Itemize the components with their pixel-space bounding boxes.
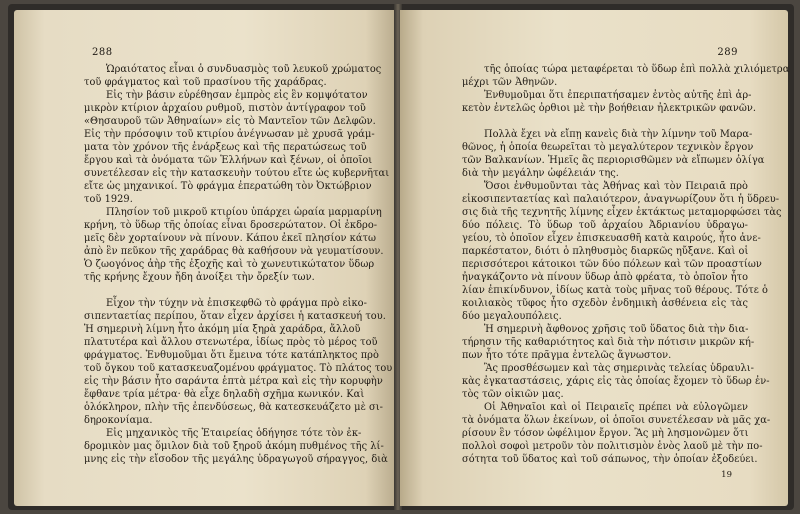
text-line: θῶνος, ἡ ὁποία θεωρεῖται τὸ μεγαλύτερον τεχνικὸν ἔργον [462, 142, 754, 153]
text-line: κοιλιακὸς τῦφος ἦτο σχεδὸν ἐνδημικὴ ἀσθένεια εἰς τὰς [462, 298, 748, 309]
text-line: περισσότεροι κάτοικοι τῶν δύο πόλεων καὶ τῶν προαστίων [462, 259, 762, 270]
text-line: Εἶχον τὴν τύχην νὰ ἐπισκεφθῶ τὸ φράγμα πρὸ εἰκο- [106, 298, 367, 309]
text-line: κρήνη, τὸ ὕδωρ τῆς ὁποίας εἶναι δροσερώτατον. Οἱ ἐκδρο- [84, 220, 378, 231]
text-line: φράγματος. Ἐνθυμοῦμαι ὅτι ἔμεινα τότε κατάπληκτος πρὸ [84, 350, 379, 361]
text-line: μικρὸν κτίριον ἀρχαίου ρυθμοῦ, πιστὸν ἀντίγραφον τοῦ [84, 103, 366, 114]
text-line: Ἐνθυμοῦμαι ὅτι ἐπεριπατήσαμεν ἐντὸς αὐτῆς ἐπὶ ἀρ- [484, 90, 752, 101]
text-line: Ὁ ζωογόνος ἀὴρ τῆς ἐξοχῆς καὶ τὸ χωνευτικώτατον ὕδωρ [84, 259, 375, 270]
text-line: σότητα τοῦ ὕδατος καὶ τοῦ σάπωνος, τὴν ὁποίαν ἐξοδεύει. [462, 454, 758, 465]
page-text [462, 63, 790, 466]
text-line: πων ἦτο τότε πρᾶγμα ἐντελῶς ἄγνωστον. [462, 350, 672, 361]
text-line: δρομικὸν μας ὅμιλον διὰ τοῦ ξηροῦ ἀκόμη πυθμένος τῆς λί- [84, 441, 384, 452]
text-line: συνετέλεσαν εἰς τὴν κατασκευὴν τούτου εἴτε ὡς κυβερνῆται [84, 168, 390, 179]
text-line: Ἡ σημερινὴ λίμνη ἦτο ἀκόμη μία ξηρὰ χαράδρα, ἄλλοῦ [84, 324, 361, 335]
text-line: γείου, τὸ ὁποῖον εἶχεν ἐπισκευασθῆ κατὰ καιρούς, ἦτο ἀνε- [462, 233, 761, 244]
text-line: Εἰς τὴν πρόσοψιν τοῦ κτιρίου ἀνέγνωσαν μὲ χρυσᾶ γράμ- [84, 129, 375, 140]
text-line: ἀπὸ ἓν πεῦκον τῆς χαράδρας θὰ καθήσουν νὰ γευματίσουν. [84, 246, 384, 257]
text-line: πολλοὶ σοφοὶ μετροῦν τὸν πολιτισμὸν ἑνὸς λαοῦ μὲ τὴν πο- [462, 441, 763, 452]
text-line: ὁλόκληρον, πλὴν τῆς ἐπενδύσεως, θὰ κατεσκευάζετο μὲ σι- [84, 402, 384, 413]
text-line: δύο πόλεις. Τὸ ὕδωρ τοῦ ἀρχαίου Ἀδριανίου ὑδραγω- [462, 220, 748, 231]
text-line: ἔφθανε τρία μέτρα· θὰ εἶχε δηλαδὴ σχῆμα κωνικόν. Καὶ [84, 389, 365, 400]
text-line: τὸς τῶν οἰκιῶν μας. [462, 389, 564, 400]
text-line: Ὡραιότατος εἶναι ὁ συνδυασμὸς τοῦ λευκοῦ χρώματος [106, 64, 382, 75]
text-line: Πολλὰ ἔχει νὰ εἴπῃ κανεὶς διὰ τὴν λίμνην τοῦ Μαρα- [484, 129, 753, 140]
text-line: μέχρι τῶν Ἀθηνῶν. [462, 77, 558, 88]
text-line: Ὅσοι ἐνθυμοῦνται τὰς Ἀθήνας καὶ τὸν Πειραιᾶ πρὸ [484, 181, 748, 192]
text-line: πλατυτέρα καὶ ἄλλου στενωτέρα, ἰδίως πρὸς τὸ μέρος τοῦ [84, 337, 378, 348]
text-line: μεῖς δὲν χορταίνουν νὰ πίνουν. Κάπου ἐκεῖ πλησίον κάτω [84, 233, 377, 244]
text-line: Εἰς τὴν βάσιν εὑρέθησαν ἐμπρὸς εἰς ἓν κομψότατον [106, 90, 368, 101]
text-line: παρκέστατον, διότι ὁ πληθυσμὸς διαρκῶς ηὔξανε. Καὶ οἱ [462, 246, 749, 257]
left-page [14, 10, 396, 506]
text-line: μνης εἰς τὴν εἴσοδον τῆς μεγάλης ὑδραγωγοῦ σήραγγος, διὰ [84, 454, 388, 465]
text-line: εἰς τὴν βάσιν ἦτο σαράντα ἑπτὰ μέτρα καὶ εἰς τὴν κορυφὴν [84, 376, 383, 387]
text-line: σιπενταετίας περίπου, ὅταν εἶχεν ἀρχίσει ἡ κατασκευή του. [84, 311, 386, 322]
page-number: 288 [92, 47, 113, 58]
text-line: τοῦ ὄγκου τοῦ κατασκευαζομένου φράγματος. Τὸ πλάτος του [84, 363, 393, 374]
text-line: τῆς κρήνης ἔχουν ἤδη ἀνοίξει τὴν ὄρεξίν των. [84, 272, 315, 283]
page-number: 289 [717, 47, 738, 58]
paragraph-gap [84, 284, 358, 297]
right-page [400, 10, 788, 506]
paragraph-gap [462, 115, 748, 128]
text-line: τοῦ φράγματος καὶ τοῦ πρασίνου τῆς χαράδρας. [84, 77, 327, 88]
text-line: σις διὰ τῆς τεχνητῆς λίμνης εἶχεν ἐκτάκτως μεταμορφώσει τὰς [462, 207, 782, 218]
text-line: Ἡ σημερινὴ ἄφθονος χρῆσις τοῦ ὕδατος διὰ τὴν δια- [484, 324, 749, 335]
text-line: Εἰς μηχανικὸς τῆς Ἑταιρείας ὁδήγησε τότε τὸν ἐκ- [106, 428, 362, 439]
text-line: κετὸν ἐντελῶς ὀρθιοι μὲ τὴν βοήθειαν ἠλεκτρικῶν φανῶν. [462, 103, 757, 114]
open-book [8, 4, 794, 510]
signature-mark: 19 [721, 470, 732, 480]
text-line: εἰκοσιπενταετίας καὶ παλαιότερον, ἀναγνωρίζουν ὅτι ἡ ὕδρευ- [462, 194, 780, 205]
text-line: δηροκονίαμα. [84, 415, 153, 426]
text-line: Ἂς προσθέσωμεν καὶ τὰς σημερινὰς τελείας ὑδραυλι- [484, 363, 754, 374]
text-line: τοῦ 1929. [84, 194, 133, 205]
page-text [84, 63, 393, 466]
text-line: Οἱ Ἀθηναῖοι καὶ οἱ Πειραιεῖς πρέπει νὰ εὐλογῶμεν [484, 402, 748, 413]
text-line: δύο μεγαλουπόλεις. [462, 311, 562, 322]
text-line: ματα τὸν χρόνον τῆς ἐνάρξεως καὶ τῆς περατώσεως τοῦ [84, 142, 367, 153]
text-line: εἴτε ὡς μηχανικοί. Τὸ φράγμα ἐπερατώθη τὸν Ὀκτώβριον [84, 181, 372, 192]
text-line: λίαν ἐπικίνδυνον, ἰδίως κατὰ τοὺς μῆνας τοῦ θέρους. Τότε ὁ [462, 285, 768, 296]
text-line: τῆς ὁποίας τώρα μεταφέρεται τὸ ὕδωρ ἐπὶ πολλὰ χιλιόμετρα [484, 64, 790, 75]
text-line: Πλησίον τοῦ μικροῦ κτιρίου ὑπάρχει ὡραία μαρμαρίνη [106, 207, 382, 218]
text-line: τὰ ὀνόματα ὅλων ἐκείνων, οἱ ὁποῖοι συνετέλεσαν νὰ μᾶς χα- [462, 415, 771, 426]
text-line: ἔργου καὶ τὰ ὀνόματα τῶν Ἑλλήνων καὶ ξένων, οἱ ὁποῖοι [84, 155, 373, 166]
text-line: τῶν Βαλκανίων. Ἡμεῖς ἂς περιορισθῶμεν νὰ εἴπωμεν ὀλίγα [462, 155, 765, 166]
text-line: διὰ τὴν μεγάλην ὠφέλειάν της. [462, 168, 619, 179]
text-line: τήρησιν τῆς καθαριότητος καὶ διὰ τὴν πότισιν μικρῶν κή- [462, 337, 755, 348]
text-line: ρίσουν ἓν τόσον ὠφέλιμον ἔργον. Ἂς μὴ λησμονῶμεν ὅτι [462, 428, 749, 439]
text-line: «Θησαυροῦ τῶν Ἀθηναίων» εἰς τὸ Μαντεῖον τῶν Δελφῶν. [84, 116, 376, 127]
text-line: ἠναγκάζοντο νὰ πίνουν ὕδωρ ἀπὸ φρέατα, τὸ ὁποῖον ἦτο [462, 272, 749, 283]
text-line: κὰς ἐγκαταστάσεις, χάρις εἰς τὰς ὁποίας ἔχομεν τὸ ὕδωρ ἐν- [462, 376, 770, 387]
